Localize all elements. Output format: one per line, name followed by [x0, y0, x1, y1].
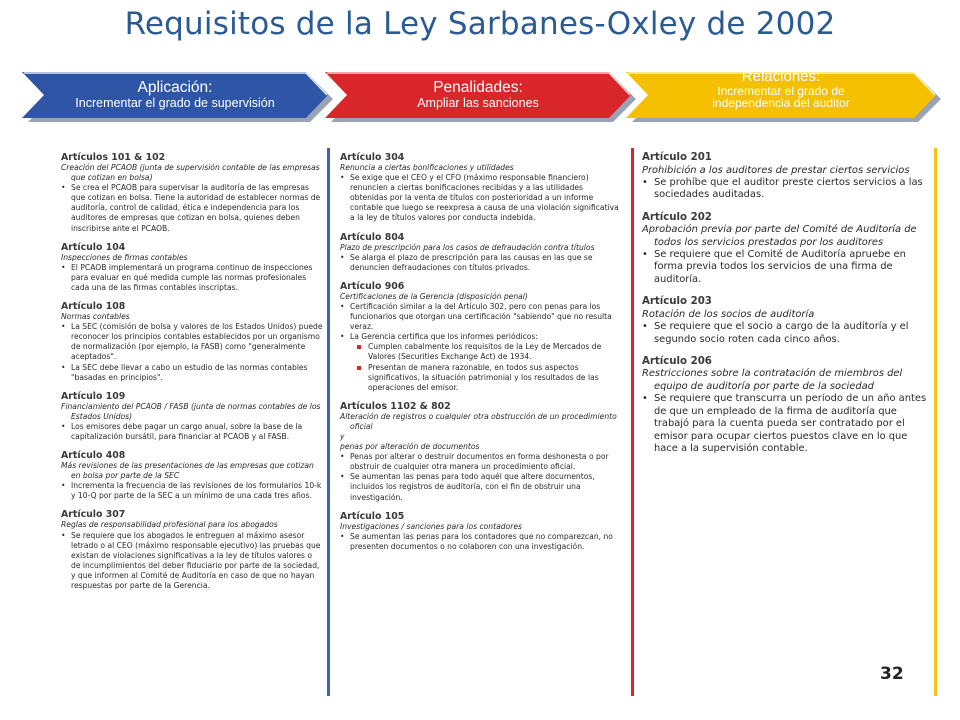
page-number: 32: [880, 664, 904, 684]
column-relaciones: [642, 152, 927, 465]
band-penalidades: [325, 72, 638, 122]
bullet: • Se requiere que el socio a cargo de la auditoría y el segundo socio roten cada cinco años.: [642, 321, 927, 346]
bullet: • Penas por alterar o destruir documentos en forma deshonesta o por obstruir de cualquier otra manera un procedimiento oficial.: [340, 452, 620, 472]
section-heading: Artículo 804: [340, 231, 405, 243]
bullet: • El PCAOB implementará un programa continuo de inspecciones para evaluar en qué medida cumple las normas profesionales cada una de las firmas contables inscriptas.: [61, 263, 323, 293]
sub-bullet: Presentan de manera razonable, en todos sus aspectos significativos, la situación patrimonial y los resultados de las operaciones del emisor.: [350, 363, 620, 393]
section-art-202: [642, 212, 927, 287]
section-subtitle: Prohibición a los auditores de prestar ciertos servicios: [642, 164, 910, 176]
bullet: • Se crea el PCAOB para supervisar la auditoría de las empresas que cotizan en bolsa. Tiene la autoridad de establecer normas de auditoría, control de calidad, ética e independencia para los auditores de empresas que cotizan en bolsa, quienes deben inscribirse ante el PCAOB.: [61, 183, 323, 233]
section-heading: Artículo 408: [61, 450, 126, 462]
section-heading: Artículo 304: [340, 152, 405, 163]
bullet-text: La Gerencia certifica que los informes periódicos:: [350, 332, 538, 342]
section-subtitle: Plazo de prescripción para los casos de defraudación contra títulos: [340, 242, 595, 252]
section-subtitle: Alteración de registros o cualquier otra obstrucción de un procedimiento oficial: [340, 411, 617, 431]
section-subtitle: Creación del PCAOB (junta de supervisión contable de las empresas que cotizan en bolsa): [61, 163, 320, 183]
bullet: • Se requiere que el Comité de Auditoría apruebe en forma previa todos los servicios de una firma de auditoría.: [642, 249, 927, 286]
column-aplicacion: [61, 152, 323, 599]
section-art-304: [340, 152, 620, 224]
section-art-206: [642, 356, 927, 455]
section-art-109: [61, 391, 323, 442]
section-heading: Artículos 101 & 102: [61, 152, 166, 163]
section-subtitle: Financiamiento del PCAOB / FASB (junta de normas contables de los Estados Unidos): [61, 401, 321, 421]
section-heading: Artículo 201: [642, 152, 712, 163]
section-art-1102-802: [340, 401, 620, 503]
section-heading: Artículo 104: [61, 241, 126, 253]
section-art-104: [61, 242, 323, 293]
bullet: • Se aumentan las penas para los contadores que no comparezcan, no presenten documentos o no colaboren con una investigación.: [340, 532, 620, 552]
band-relaciones: [626, 66, 944, 116]
section-subtitle: penas por alteración de documentos: [340, 442, 480, 452]
section-subtitle: Investigaciones / sanciones para los contadores: [340, 521, 522, 531]
bullet: • Se requiere que transcurra un período de un año antes de que un empleado de la firma de auditoría que trabajó para la cuenta pueda ser contratado por el emisor para ocupar ciertos puestos clave en lo que hace a la supervisión contable.: [642, 393, 927, 455]
section-art-307: [61, 509, 323, 591]
divider-yellow: [934, 148, 937, 696]
band-aplicacion-title: Aplicación:: [137, 79, 213, 97]
section-art-203: [642, 296, 927, 346]
section-art-105: [340, 511, 620, 552]
bullet: • Incrementa la frecuencia de las revisiones de los formularios 10-k y 10-Q por parte de la SEC a un mínimo de una cada tres años.: [61, 481, 323, 501]
section-art-101-102: [61, 152, 323, 234]
column-penalidades: [340, 152, 620, 560]
bullet: • Los emisores debe pagar un cargo anual, sobre la base de la capitalización bursátil, para financiar al PCAOB y al FASB.: [61, 422, 323, 442]
section-heading: Artículo 109: [61, 390, 126, 402]
divider-red: [631, 148, 634, 696]
bullet: • Certificación similar a la del Artículo 302, pero con penas para los funcionarios que otorgan una certificación "sabiendo" que no resulta veraz.: [340, 302, 620, 332]
section-subtitle: Rotación de los socios de auditoría: [642, 308, 815, 320]
band-aplicacion: [22, 72, 335, 122]
section-conjunction: y: [340, 431, 345, 441]
bullet: • Se requiere que los abogados le entreguen al máximo asesor letrado o al CEO (máximo responsable ejecutivo) las pruebas que existan de violaciones significativas a la ley de títulos valores o de incumplimientos del deber fiduciario por parte de la sociedad, y que informen al Comité de Auditoría en caso de que no hayan respuestas por parte de la Gerencia.: [61, 531, 323, 592]
sub-bullet: Cumplen cabalmente los requisitos de la Ley de Mercados de Valores (Securities Exchange Act) de 1934.: [350, 342, 620, 362]
section-art-804: [340, 232, 620, 273]
section-art-201: [642, 152, 927, 202]
bullet: • Se prohíbe que el auditor preste ciertos servicios a las sociedades auditadas.: [642, 177, 927, 202]
band-aplicacion-subtitle: Incrementar el grado de supervisión: [75, 95, 275, 110]
section-heading: Artículos 1102 & 802: [340, 400, 451, 412]
section-heading: Artículo 206: [642, 355, 712, 367]
band-relaciones-subtitle: Incrementar el grado de independencia del auditor: [712, 83, 850, 110]
bullet: • Se aumentan las penas para todo aquél que altere documentos, incluidos los registros de auditoría, con el fin de obstruir una investigación.: [340, 472, 620, 502]
section-heading: Artículo 906: [340, 280, 405, 292]
section-art-408: [61, 450, 323, 501]
section-subtitle: Aprobación previa por parte del Comité de Auditoría de todos los servicios prestados por los auditores: [642, 224, 917, 248]
section-subtitle: Reglas de responsabilidad profesional para los abogados: [61, 520, 278, 530]
band-penalidades-subtitle: Ampliar las sanciones: [417, 95, 539, 110]
section-heading: Artículo 108: [61, 301, 126, 313]
section-subtitle: Certificaciones de la Gerencia (disposición penal): [340, 291, 528, 301]
section-heading: Artículo 202: [642, 211, 712, 223]
section-heading: Artículo 105: [340, 510, 405, 522]
bullet: [340, 332, 620, 393]
bullet: • La SEC debe llevar a cabo un estudio de las normas contables "basadas en principios".: [61, 363, 323, 383]
bullet: • Se alarga el plazo de prescripción para las causas en las que se denuncien defraudaciones con títulos privados.: [340, 253, 620, 273]
bullet: • La SEC (comisión de bolsa y valores de los Estados Unidos) puede reconocer los principios contables establecidos por un organismo de normalización (por ejemplo, la FASB) como "generalmente aceptados".: [61, 322, 323, 362]
band-penalidades-title: Penalidades:: [433, 79, 523, 97]
band-relaciones-title: Relaciones:: [741, 68, 821, 85]
section-subtitle: Restricciones sobre la contratación de miembros del equipo de auditoría por parte de la sociedad: [642, 368, 903, 392]
bullet: • Se exige que el CEO y el CFO (máximo responsable financiero) renuncien a ciertas bonificaciones recibidas y a las utilidades obtenidas por la venta de títulos con posterioridad a un informe contable que luego se reexpresa a causa de una violación significativa a la ley de títulos valores por conducta indebida.: [340, 173, 620, 223]
section-subtitle: Inspecciones de firmas contables: [61, 252, 188, 262]
section-subtitle: Normas contables: [61, 312, 130, 322]
section-subtitle: Más revisiones de las presentaciones de las empresas que cotizan en bolsa por parte de la SEC: [61, 461, 314, 481]
section-heading: Artículo 203: [642, 296, 712, 308]
section-subtitle: Renuncia a ciertas bonificaciones y utilidades: [340, 163, 514, 172]
page-title: Requisitos de la Ley Sarbanes-Oxley de 2002: [124, 6, 836, 42]
divider-blue: [327, 148, 330, 696]
section-art-108: [61, 301, 323, 383]
section-art-906: [340, 281, 620, 393]
section-heading: Artículo 307: [61, 509, 126, 521]
